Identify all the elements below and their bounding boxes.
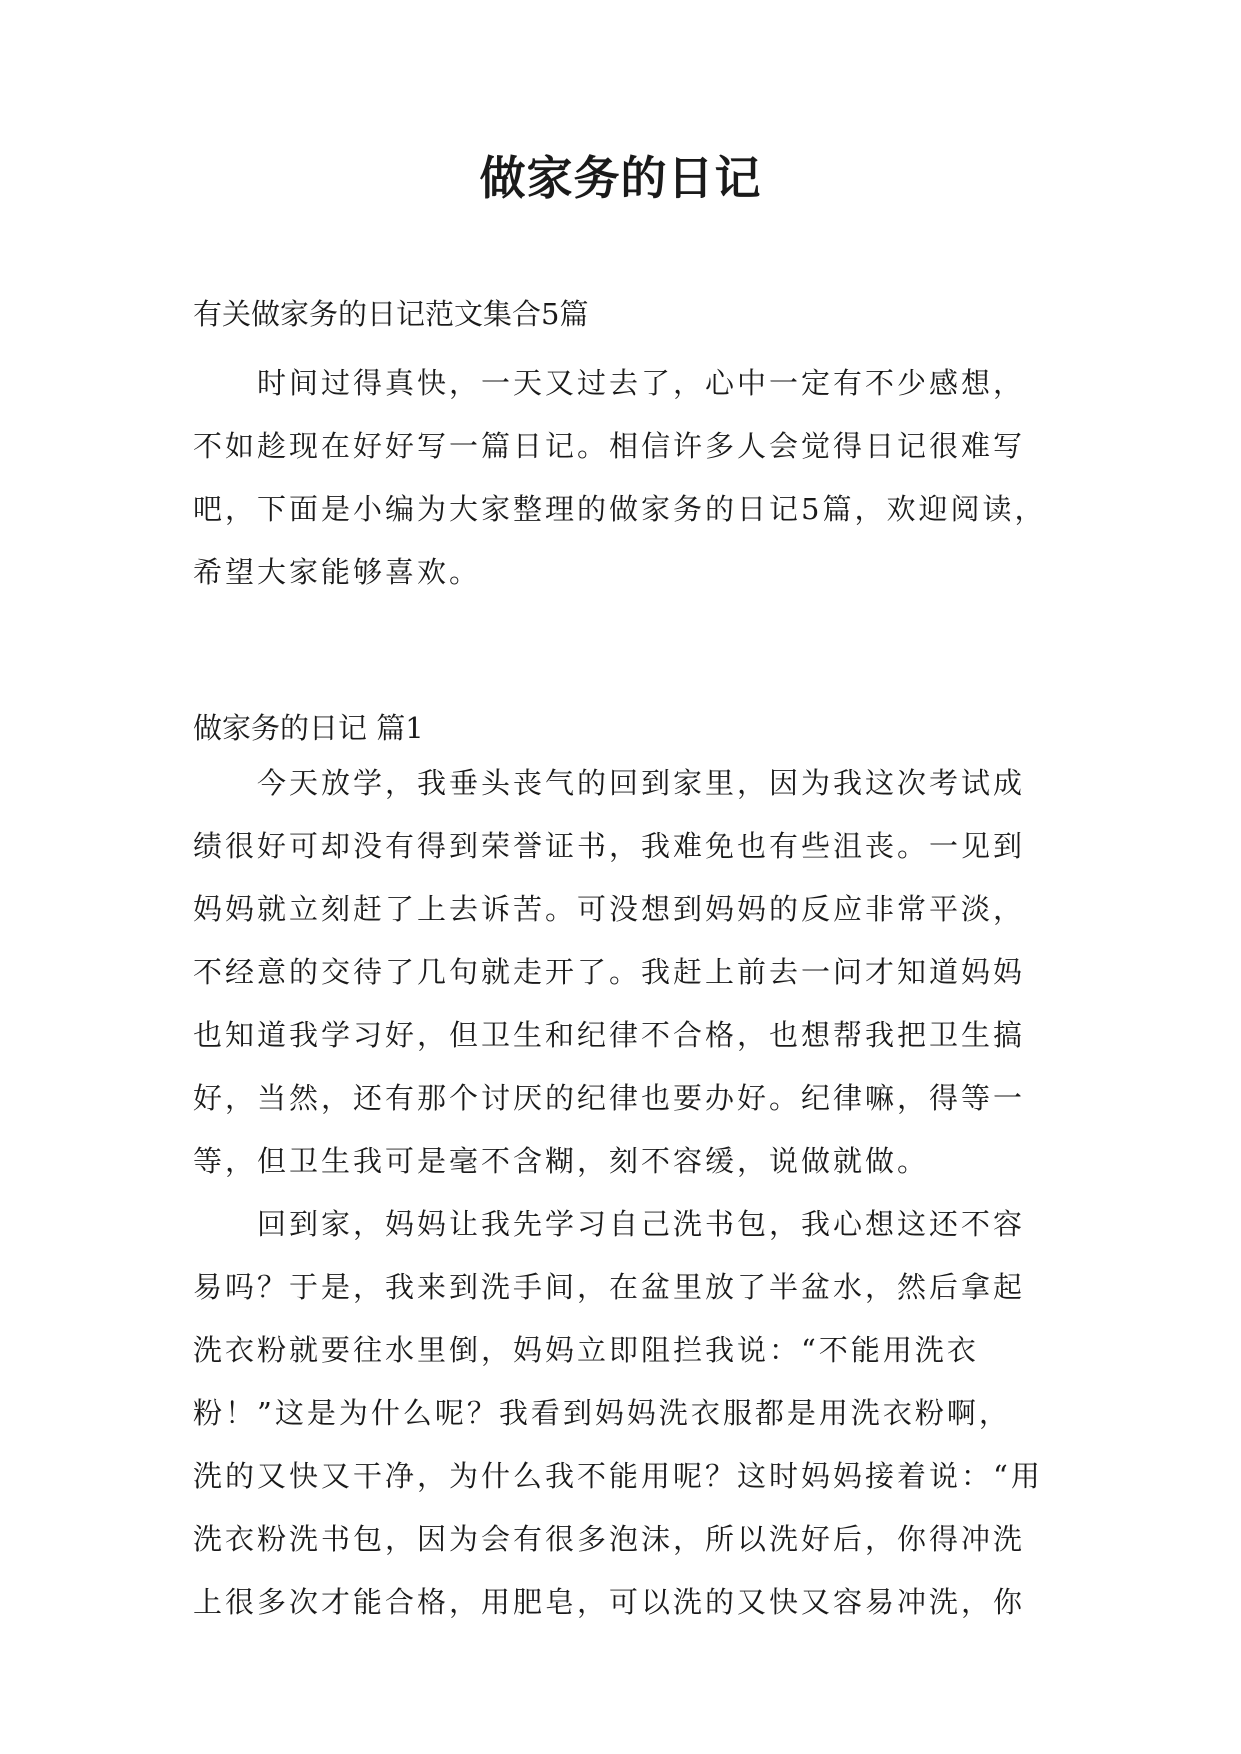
document-subtitle: 有关做家务的日记范文集合5篇 bbox=[193, 297, 589, 331]
paragraph-line: 希望大家能够喜欢。 bbox=[193, 555, 482, 589]
paragraph-line: 吧，下面是小编为大家整理的做家务的日记5篇，欢迎阅读， bbox=[193, 492, 1047, 526]
body-paragraph-2 bbox=[193, 1193, 1073, 1634]
paragraph-line: 易吗？于是，我来到洗手间，在盆里放了半盆水，然后拿起 bbox=[193, 1270, 1026, 1304]
paragraph-line: 洗的又快又干净，为什么我不能用呢？这时妈妈接着说：“用 bbox=[193, 1459, 1043, 1493]
paragraph-line: 洗衣粉就要往水里倒，妈妈立即阻拦我说：“不能用洗衣 bbox=[193, 1333, 979, 1367]
paragraph-line: 粉！”这是为什么呢？我看到妈妈洗衣服都是用洗衣粉啊， bbox=[193, 1396, 1011, 1430]
paragraph-line: 绩很好可却没有得到荣誉证书，我难免也有些沮丧。一见到 bbox=[193, 829, 1026, 863]
paragraph-line: 也知道我学习好，但卫生和纪律不合格，也想帮我把卫生搞 bbox=[193, 1018, 1026, 1052]
paragraph-line: 妈妈就立刻赶了上去诉苦。可没想到妈妈的反应非常平淡， bbox=[193, 892, 1026, 926]
section-heading: 做家务的日记 篇1 bbox=[193, 711, 424, 745]
paragraph-line: 等，但卫生我可是毫不含糊，刻不容缓，说做就做。 bbox=[193, 1144, 930, 1178]
paragraph-line: 好，当然，还有那个讨厌的纪律也要办好。纪律嘛，得等一 bbox=[193, 1081, 1026, 1115]
body-paragraph-1 bbox=[193, 752, 1073, 1193]
document-title: 做家务的日记 bbox=[479, 151, 762, 205]
paragraph-line: 时间过得真快，一天又过去了，心中一定有不少感想， bbox=[257, 366, 1026, 400]
paragraph-line: 洗衣粉洗书包，因为会有很多泡沫，所以洗好后，你得冲洗 bbox=[193, 1522, 1026, 1556]
paragraph-line: 回到家，妈妈让我先学习自己洗书包，我心想这还不容 bbox=[257, 1207, 1026, 1241]
intro-paragraph bbox=[193, 352, 1073, 604]
paragraph-line: 不如趁现在好好写一篇日记。相信许多人会觉得日记很难写 bbox=[193, 429, 1026, 463]
paragraph-line: 不经意的交待了几句就走开了。我赶上前去一问才知道妈妈 bbox=[193, 955, 1026, 989]
paragraph-line: 上很多次才能合格，用肥皂，可以洗的又快又容易冲洗，你 bbox=[193, 1585, 1026, 1619]
paragraph-line: 今天放学，我垂头丧气的回到家里，因为我这次考试成 bbox=[257, 766, 1026, 800]
